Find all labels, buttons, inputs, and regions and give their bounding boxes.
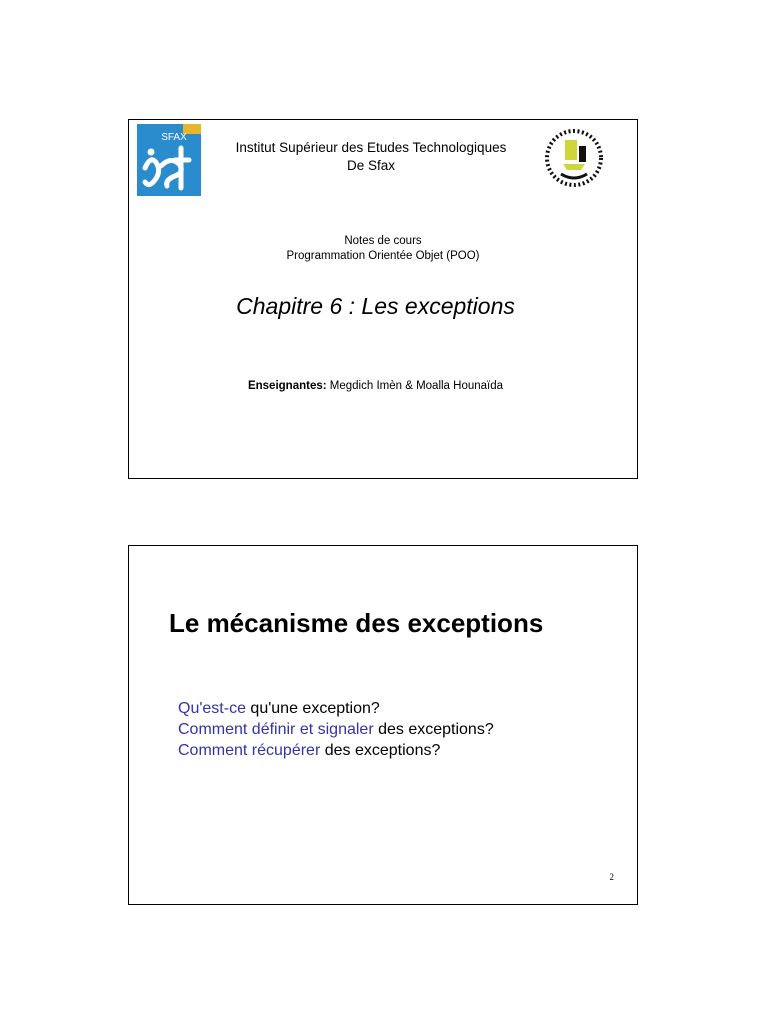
arabic-seal-logo [541,124,607,192]
chapter-title: Chapitre 6 : Les exceptions [236,293,515,319]
institute-line-1: Institut Supérieur des Etudes Technologiques [235,140,507,155]
list-item [178,719,494,740]
question-text: des exceptions? [378,721,494,738]
question-text: qu'une exception? [250,700,380,717]
seal-logo-graphic [541,124,607,192]
teachers-names: Megdich Imèn & Moalla Hounaïda [329,380,504,392]
slide-exception-mechanism [128,545,638,905]
notes-line-2: Programmation Orientée Objet (POO) [286,250,480,262]
question-highlight: Comment récupérer [178,742,321,759]
teachers-label: Enseignantes: [247,380,327,392]
iset-logo-sfax: SFAX [161,132,187,143]
iset-logo [137,124,201,196]
iset-logo-graphic [137,124,201,196]
question-highlight: Comment définir et signaler [178,721,374,738]
question-text: des exceptions? [324,742,441,759]
notes-line-1: Notes de cours [344,235,422,247]
institute-line-2: De Sfax [346,158,396,173]
teachers-line [129,379,622,394]
list-item [178,740,494,761]
page-number: 2 [609,872,614,882]
slide-title-page [128,119,638,479]
list-item [178,698,494,719]
slide-title: Le mécanisme des exceptions [169,608,544,638]
question-highlight: Qu'est-ce [178,700,246,717]
question-list [178,698,494,761]
institute-name [201,139,541,175]
course-notes [129,234,637,264]
